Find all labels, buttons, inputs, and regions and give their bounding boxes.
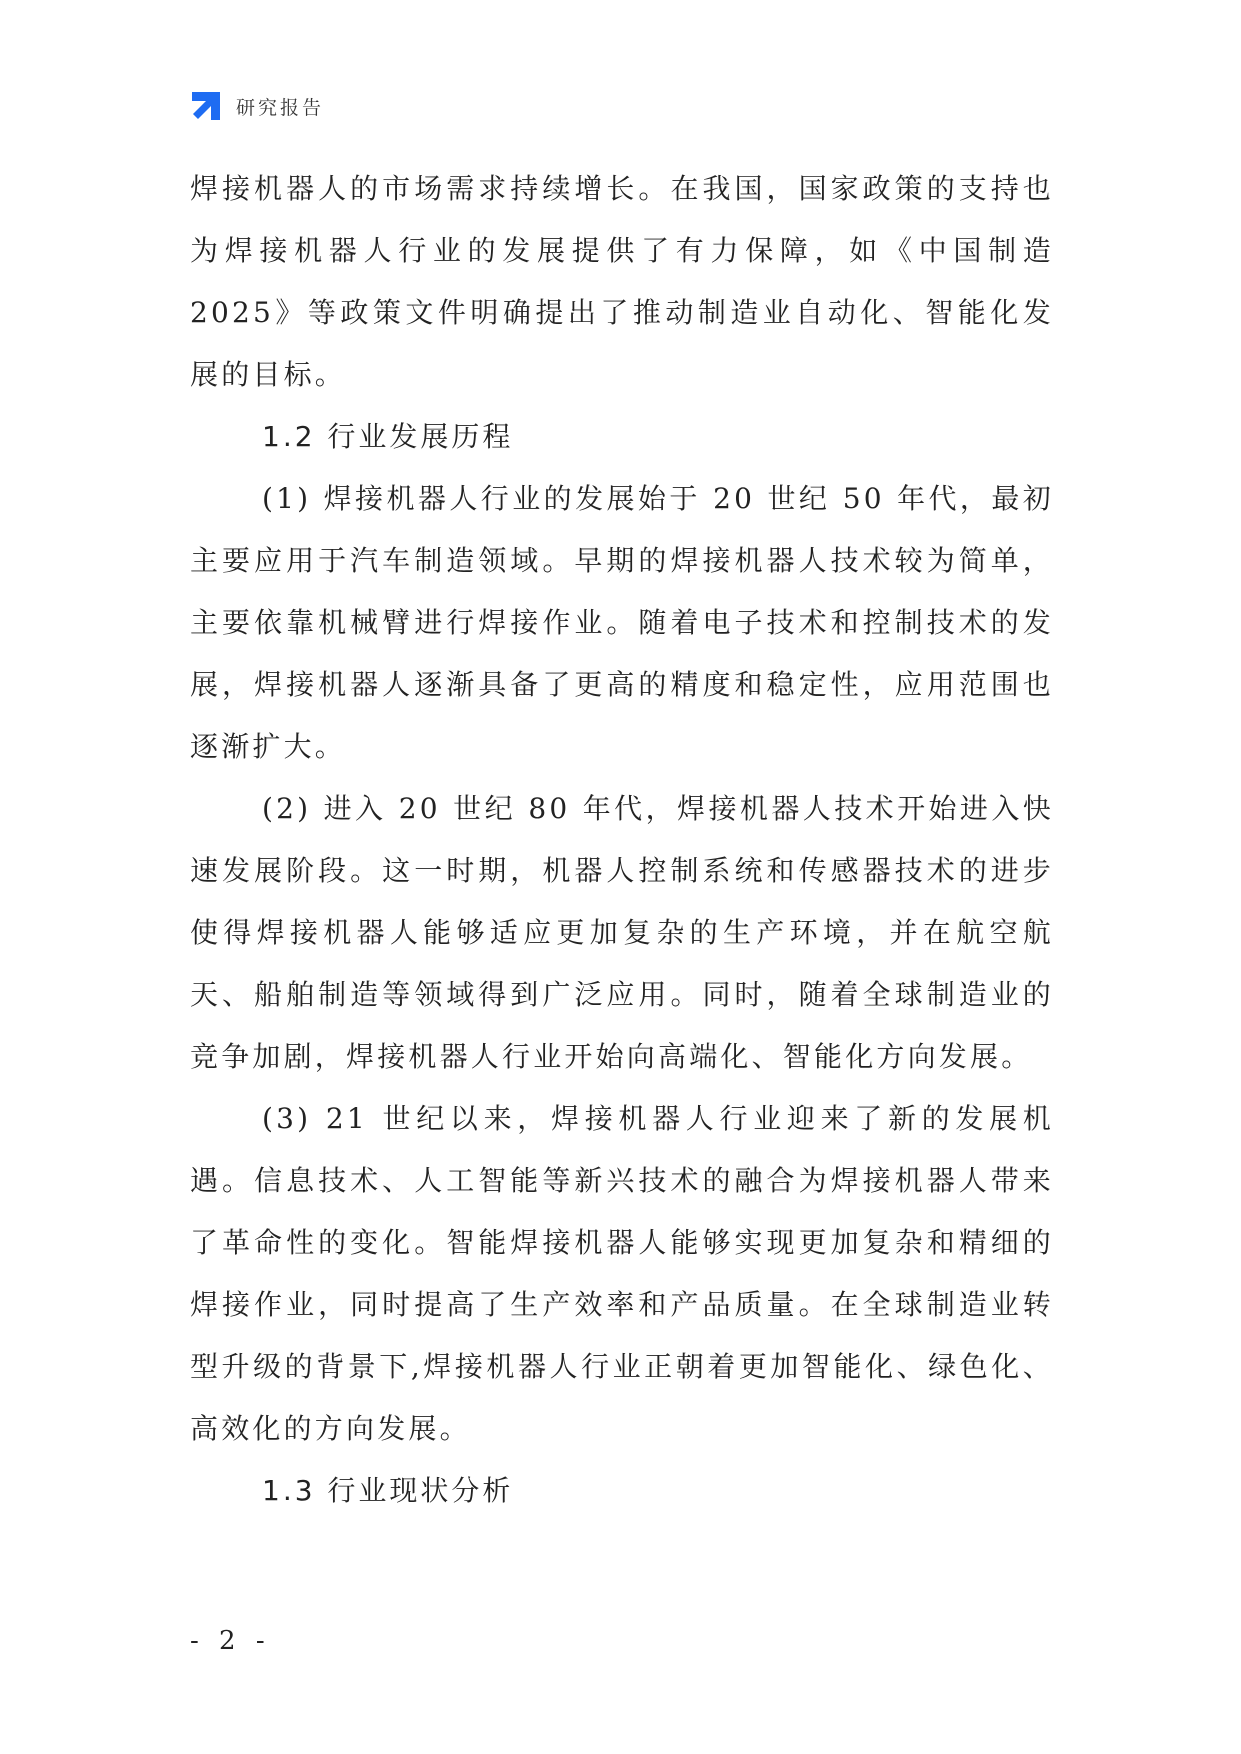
paragraph-history-3: (3) 21 世纪以来，焊接机器人行业迎来了新的发展机遇。信息技术、人工智能等新兴技术的融合为焊接机器人带来了革命性的变化。智能焊接机器人能够实现更加复杂和精细的焊接作业，同时提高了生产效率和产品质量。在全球制造业转型升级的背景下,焊接机器人行业正朝着更加智能化、绿色化、高效化的方向发展。 [190,1102,1054,1445]
paragraph-intro: 焊接机器人的市场需求持续增长。在我国，国家政策的支持也为焊接机器人行业的发展提供了有力保障，如《中国制造2025》等政策文件明确提出了推动制造业自动化、智能化发展的目标。 [190,172,1054,391]
document-body [190,158,1054,1522]
header-title: 研究报告 [236,96,325,119]
section-heading-1-2: 1.2 行业发展历程 [262,420,514,453]
paragraph-history-2: (2) 进入 20 世纪 80 年代，焊接机器人技术开始进入快速发展阶段。这一时期，机器人控制系统和传感器技术的进步使得焊接机器人能够适应更加复杂的生产环境，并在航空航天、船舶制造等领域得到广泛应用。同时，随着全球制造业的竞争加剧，焊接机器人行业开始向高端化、智能化方向发展。 [190,792,1054,1073]
paragraph-history-1: (1) 焊接机器人行业的发展始于 20 世纪 50 年代，最初主要应用于汽车制造领域。早期的焊接机器人技术较为简单，主要依靠机械臂进行焊接作业。随着电子技术和控制技术的发展，焊接机器人逐渐具备了更高的精度和稳定性，应用范围也逐渐扩大。 [190,482,1054,763]
page-number: - 2 - [190,1626,271,1656]
page-header [190,88,324,124]
section-heading-1-3: 1.3 行业现状分析 [262,1474,514,1507]
arrow-up-right-icon [190,90,222,122]
